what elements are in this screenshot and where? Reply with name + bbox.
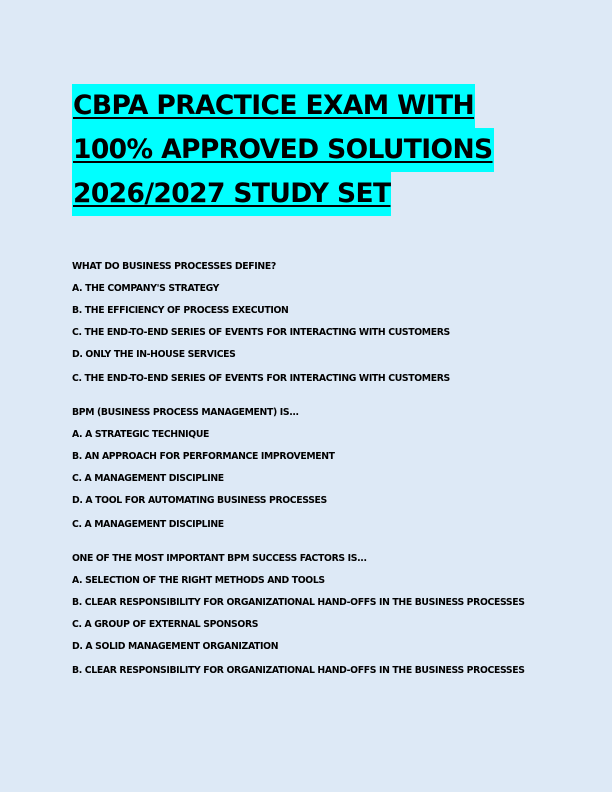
question-block-3 [72, 553, 542, 677]
correct-answer: C. A MANAGEMENT DISCIPLINE [72, 519, 224, 530]
answer-option: B. AN APPROACH FOR PERFORMANCE IMPROVEMENT [72, 451, 335, 462]
question-text: WHAT DO BUSINESS PROCESSES DEFINE? [72, 261, 276, 272]
correct-answer: B. CLEAR RESPONSIBILITY FOR ORGANIZATIONAL HAND-OFFS IN THE BUSINESS PROCESSES [72, 665, 525, 676]
question-block-1 [72, 261, 542, 385]
answer-option: A. A STRATEGIC TECHNIQUE [72, 429, 210, 440]
answer-option: D. A TOOL FOR AUTOMATING BUSINESS PROCESSES [72, 495, 327, 506]
answer-option: D. A SOLID MANAGEMENT ORGANIZATION [72, 641, 279, 652]
question-text: BPM (BUSINESS PROCESS MANAGEMENT) IS... [72, 407, 299, 418]
answer-option: D. ONLY THE IN-HOUSE SERVICES [72, 349, 236, 360]
answer-option: B. CLEAR RESPONSIBILITY FOR ORGANIZATIONAL HAND-OFFS IN THE BUSINESS PROCESSES [72, 597, 525, 608]
document-page [72, 84, 542, 699]
document-title [72, 84, 542, 216]
correct-answer: C. THE END-TO-END SERIES OF EVENTS FOR INTERACTING WITH CUSTOMERS [72, 373, 450, 384]
answer-option: A. THE COMPANY'S STRATEGY [72, 283, 220, 294]
question-list [72, 261, 542, 677]
answer-option: A. SELECTION OF THE RIGHT METHODS AND TOOLS [72, 575, 325, 586]
title-line: CBPA PRACTICE EXAM WITH [72, 84, 475, 128]
answer-option: C. THE END-TO-END SERIES OF EVENTS FOR INTERACTING WITH CUSTOMERS [72, 327, 450, 338]
title-line: 2026/2027 STUDY SET [72, 172, 391, 216]
question-text: ONE OF THE MOST IMPORTANT BPM SUCCESS FACTORS IS... [72, 553, 367, 564]
title-line: 100% APPROVED SOLUTIONS [72, 128, 494, 172]
answer-option: B. THE EFFICIENCY OF PROCESS EXECUTION [72, 305, 289, 316]
answer-option: C. A GROUP OF EXTERNAL SPONSORS [72, 619, 259, 630]
question-block-2 [72, 407, 542, 531]
answer-option: C. A MANAGEMENT DISCIPLINE [72, 473, 224, 484]
